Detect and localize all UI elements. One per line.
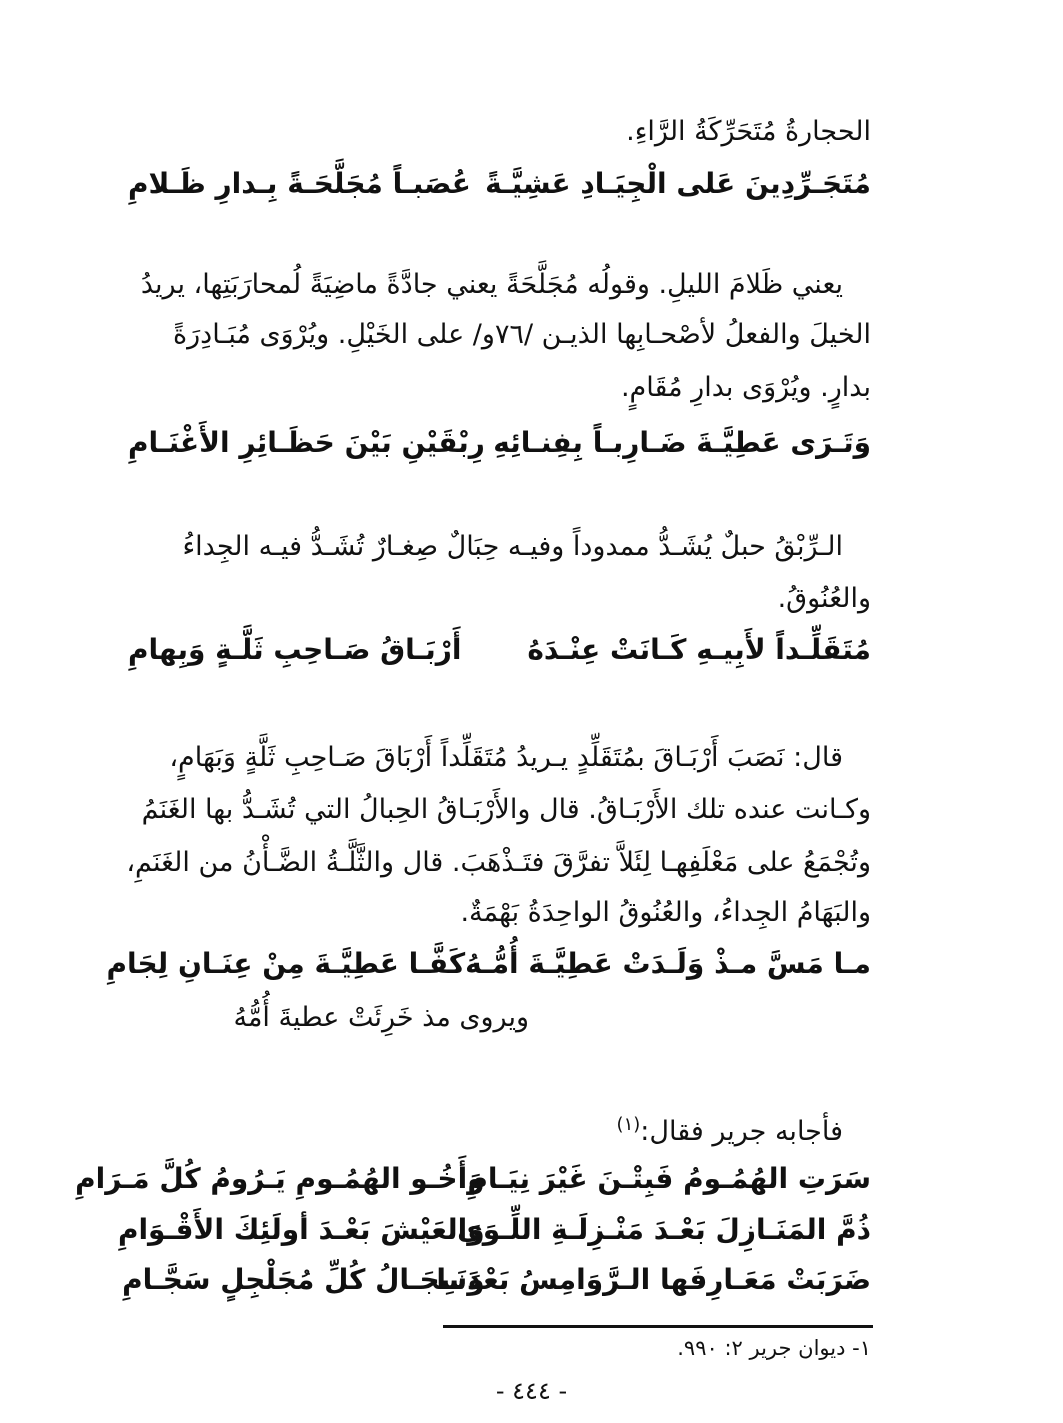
text-line: الـرِّبْقُ حبلٌ يُشَـدُّ ممدوداً وفيـه حِبَالٌ صِغـارٌ تُشَـدُّ فيـه الجِداءُ [182, 531, 843, 562]
text-line: قال: نَصَبَ أَرْبَـاقَ بمُتَقَلِّدٍ يـريدُ مُتَقَلِّداً أَرْبَاقَ صَـاحِبِ ثَلَّةٍ وَبَهَامٍ، [169, 742, 843, 773]
verse-second-hemistich: رِبْقَيْنِ بَيْنَ حَظَـائِرِ الأَغْنَـامِ [128, 426, 485, 459]
text-line: والعُنُوقُ. [777, 583, 871, 614]
verse-second-hemistich: أَرْبَـاقُ صَـاحِبِ ثَلَّـةٍ وَبِهامِ [128, 633, 462, 666]
page-number: - ٤٤٤ - [495, 1377, 568, 1405]
intro-text: فأجابه جرير فقال: [640, 1116, 843, 1147]
verse-first-hemistich: مُتَقَلِّـداً لأَبِيـهِ كَـانَتْ عِنْـدَهُ [527, 633, 871, 666]
verse-first-hemistich: سَرَتِ الهُمُـومُ فَبِتْـنَ غَيْرَ نِيَـامِ [467, 1162, 871, 1195]
text-line: وكـانت عنده تلك الأَرْبَـاقُ. قال والأَرْبَـاقُ الحِبالُ التي تُشَـدُّ بها الغَنَمُ [141, 794, 871, 825]
verse-first-hemistich: وَتَـرَى عَطِيَّـةَ ضَـارِبـاً بِفِنـائِهِ [493, 426, 871, 459]
verse-second-hemistich: عُصَبـاً مُجَلَّحَـةً بِـدارِ ظَـلامِ [128, 167, 471, 200]
verse-second-hemistich: كَفَّـا عَطِيَّـةَ مِنْ عِنَـانِ لِجَامِ [106, 947, 466, 980]
verse-line [122, 1260, 871, 1300]
verse-line [117, 1210, 871, 1250]
footnote-divider [443, 1325, 873, 1328]
verse-line [75, 1159, 871, 1199]
text-line: وتُجْمَعُ على مَعْلَفِهـا لِئَلاَّ تفرَّقَ فتَـذْهَبَ. قال والثَّلَّـةُ الضَّـأْنُ من الغَنَمِ، [126, 847, 871, 878]
footnote: ١- ديوان جرير ٢: ٩٩٠. [677, 1336, 871, 1360]
verse-line [128, 164, 871, 204]
text-line: يعني ظَلامَ الليلِ. وقولُه مُجَلَّحَةً يعني جادَّةً ماضِيَةً لُمحارَبَتِها، يريدُ [140, 269, 843, 300]
verse-line [128, 423, 871, 463]
verse-second-hemistich: وَالعَيْشَ بَعْـدَ أولَئِكَ الأَقْـوَامِ [117, 1213, 485, 1246]
verse-line [128, 630, 871, 670]
text-line: الحجارةُ مُتَحَرِّكَةُ الرَّاءِ. [626, 116, 871, 147]
text-line: والبَهَامُ الجِداءُ، والعُنُوقُ الواحِدَةُ بَهْمَةٌ. [460, 897, 871, 928]
verse-first-hemistich: ذُمَّ المَنَـازِلَ بَعْـدَ مَنْـزِلَـةِ اللِّـوَى [457, 1213, 871, 1246]
verse-first-hemistich: مُتَجَـرِّدِينَ عَلى الْجِيَـادِ عَشِيَّـةً [485, 167, 871, 200]
text-line: بدارٍ. ويُرْوَى بدارِ مُقَامٍ. [620, 372, 871, 403]
verse-line [106, 944, 871, 984]
text-line: الخيلَ والفعلُ لأصْحـابِها الذيـن /٧٦و/ على الخَيْلِ. ويُرْوَى مُبَـادِرَةً [173, 319, 871, 350]
verse-second-hemistich: وَأَخُـو الهُمُـومِ يَـرُومُ كُلَّ مَـرَامِ [75, 1162, 485, 1195]
verse-second-hemistich: وَسِجَـالُ كُلِّ مُجَلْجِلٍ سَجَّـامِ [122, 1263, 485, 1296]
footnote-reference: (١) [616, 1114, 641, 1135]
text-line [128, 1105, 871, 1152]
verse-first-hemistich: ضَرَبَتْ مَعَـارِفَها الـرَّوَامِسُ بَعْدَنَـا [436, 1263, 871, 1296]
verse-first-hemistich: مـا مَسَّ مـذْ وَلَـدَتْ عَطِيَّـةَ أُمُّـهُ [465, 947, 871, 980]
verse-variant-note: ويروى مذ خَرِئَتْ عطيةَ أُمُّهُ [233, 1002, 529, 1033]
